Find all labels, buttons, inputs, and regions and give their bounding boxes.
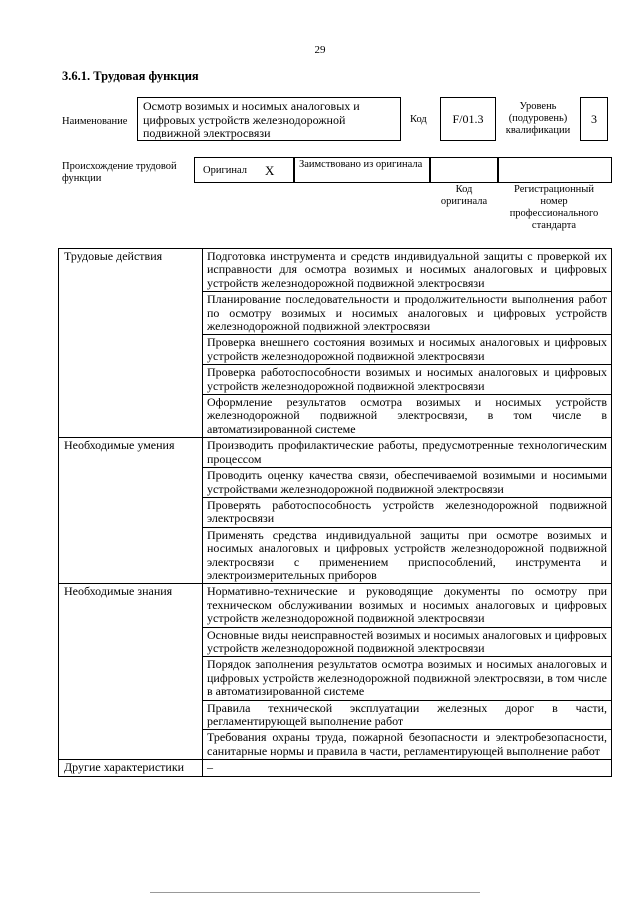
borrowed-label: Заимствовано из оригинала (299, 159, 423, 170)
row-label-knowledge: Необходимые знания (59, 584, 203, 760)
level-box: 3 (580, 97, 608, 141)
table-cell: Основные виды неисправностей возимых и носимых аналоговых и цифровых устройств железнодорожной подвижной электросвязи (203, 627, 612, 657)
table-row (59, 438, 612, 468)
table-cell: Проводить оценку качества связи, обеспечиваемой возимыми и носимыми устройствами железнодорожной подвижной электросвязи (203, 468, 612, 498)
origin-code-cell (430, 157, 498, 183)
table-cell: – (203, 760, 612, 776)
table-cell: Планирование последовательности и продолжительности выполнения работ по осмотру возимых и носимых аналоговых и цифровых устройств железнодорожной подвижной электросвязи (203, 292, 612, 335)
page-number: 29 (314, 44, 326, 56)
name-label: Наименование (62, 116, 128, 127)
code-box: F/01.3 (440, 97, 496, 141)
table-cell: Оформление результатов осмотра возимых и носимых устройств железнодорожной подвижной электросвязи, в том числе в автоматизированной системе (203, 395, 612, 438)
table-cell: Проверка работоспособности возимых и носимых аналоговых и цифровых устройств железнодорожной подвижной электросвязи (203, 365, 612, 395)
table-cell: Нормативно-технические и руководящие документы по осмотру при техническом обслуживании возимых и носимых аналоговых и цифровых устройств железнодорожной подвижной электросвязи (203, 584, 612, 627)
table-cell: Проверка внешнего состояния возимых и носимых аналоговых и цифровых устройств железнодорожной подвижной электросвязи (203, 335, 612, 365)
reg-number-label: Регистрационный номер профессионального стандарта (509, 184, 599, 231)
origin-label: Происхождение трудовой функции (62, 161, 177, 184)
origin-borrowed-cell (294, 157, 430, 183)
table-cell: Производить профилактические работы, предусмотренные технологическим процессом (203, 438, 612, 468)
original-label: Оригинал (203, 165, 247, 176)
row-label-skills: Необходимые умения (59, 438, 203, 584)
code-label: Код (410, 114, 427, 125)
origin-reg-cell (498, 157, 612, 183)
section-title: 3.6.1. Трудовая функция (62, 69, 199, 83)
table-row (59, 760, 612, 776)
table-cell: Правила технической эксплуатации железных дорог в части, регламентирующей выполнение работ (203, 700, 612, 730)
row-label-other: Другие характеристики (59, 760, 203, 776)
code-original-label: Код оригинала (440, 184, 488, 207)
table-cell: Проверять работоспособность устройств железнодорожной подвижной электросвязи (203, 497, 612, 527)
table-cell: Подготовка инструмента и средств индивидуальной защиты с проверкой их исправности для осмотра возимых и носимых аналоговых и цифровых устройств железнодорожной подвижной электросвязи (203, 249, 612, 292)
function-name-box: Осмотр возимых и носимых аналоговых и цифровых устройств железнодорожной подвижной электросвязи (137, 97, 401, 141)
function-details-table (58, 248, 612, 777)
original-mark: X (265, 163, 275, 178)
table-row (59, 249, 612, 292)
bottom-divider (150, 892, 480, 893)
row-label-actions: Трудовые действия (59, 249, 203, 438)
level-label: Уровень (подуровень) квалификации (505, 101, 571, 136)
table-row (59, 584, 612, 627)
table-cell: Требования охраны труда, пожарной безопасности и электробезопасности, санитарные нормы и правила в части, регламентирующей выполнение работ (203, 730, 612, 760)
table-cell: Порядок заполнения результатов осмотра возимых и носимых аналоговых и цифровых устройств железнодорожной подвижной электросвязи, в том числе в автоматизированной системе (203, 657, 612, 700)
origin-original-cell (194, 157, 294, 183)
table-cell: Применять средства индивидуальной защиты при осмотре возимых и носимых аналоговых и цифровых устройств железнодорожной подвижной электросвязи с применением приспособлений, инструмента и электроизмерительных приборов (203, 527, 612, 584)
